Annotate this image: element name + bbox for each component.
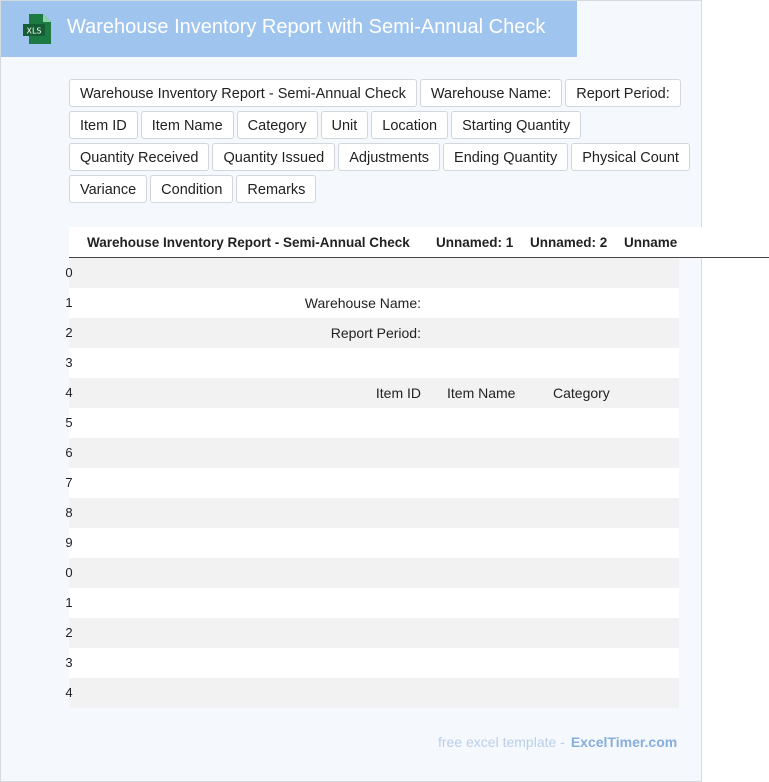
footer-text: free excel template - xyxy=(438,734,565,750)
row-index: 2 xyxy=(65,625,73,640)
row-index: 3 xyxy=(65,655,73,670)
row-index: 7 xyxy=(65,475,73,490)
table-row xyxy=(65,438,679,468)
table-row xyxy=(65,498,679,528)
sheet-header-row xyxy=(69,227,769,258)
header-banner xyxy=(1,1,577,57)
column-tag[interactable]: Starting Quantity xyxy=(451,111,581,139)
footer-brand-link[interactable]: ExcelTimer.com xyxy=(570,734,678,750)
column-tag[interactable]: Category xyxy=(237,111,318,139)
column-tag[interactable]: Condition xyxy=(150,175,233,203)
column-tag[interactable]: Ending Quantity xyxy=(443,143,568,171)
table-row xyxy=(65,678,679,708)
cell-unnamed-1: Item Name xyxy=(447,385,516,401)
table-row xyxy=(65,318,679,348)
cell-report-title: Item ID xyxy=(375,385,421,401)
column-tag[interactable]: Item ID xyxy=(69,111,138,139)
table-row xyxy=(65,588,679,618)
column-header-unnamed-3: Unname xyxy=(624,235,678,250)
column-tag[interactable]: Unit xyxy=(321,111,369,139)
excel-file-icon xyxy=(23,14,51,44)
row-index: 3 xyxy=(65,355,73,370)
table-row xyxy=(65,348,679,378)
table-row xyxy=(65,288,679,318)
column-header-report-title: Warehouse Inventory Report - Semi-Annual Check xyxy=(87,235,410,250)
column-tag[interactable]: Quantity Issued xyxy=(212,143,335,171)
row-index: 4 xyxy=(65,685,73,700)
column-tag[interactable]: Remarks xyxy=(236,175,316,203)
row-index: 9 xyxy=(65,535,73,550)
cell-report-title: Report Period: xyxy=(330,325,421,341)
column-tag[interactable]: Variance xyxy=(69,175,147,203)
column-tag[interactable]: Physical Count xyxy=(571,143,690,171)
table-row xyxy=(65,558,679,588)
table-row xyxy=(65,378,679,408)
footer-credit xyxy=(438,734,677,750)
row-index: 1 xyxy=(65,595,73,610)
table-row xyxy=(65,528,679,558)
row-index: 0 xyxy=(65,265,73,280)
table-row xyxy=(65,258,679,288)
table-row xyxy=(65,618,679,648)
table-row xyxy=(65,468,679,498)
row-index: 5 xyxy=(65,415,73,430)
column-header-unnamed-2: Unnamed: 2 xyxy=(530,235,608,250)
spreadsheet-preview xyxy=(65,227,679,707)
row-index: 4 xyxy=(65,385,73,400)
column-tag-list xyxy=(69,79,701,203)
cell-unnamed-2: Category xyxy=(553,385,610,401)
xls-icon-label: XLS xyxy=(26,26,42,36)
row-index: 0 xyxy=(65,565,73,580)
column-tag[interactable]: Item Name xyxy=(141,111,234,139)
table-row xyxy=(65,408,679,438)
column-tag[interactable]: Location xyxy=(371,111,448,139)
table-row xyxy=(65,648,679,678)
column-tag[interactable]: Warehouse Name: xyxy=(420,79,562,107)
column-tag[interactable]: Warehouse Inventory Report - Semi-Annual Check xyxy=(69,79,417,107)
row-index: 6 xyxy=(65,445,73,460)
row-index: 8 xyxy=(65,505,73,520)
page-title: Warehouse Inventory Report with Semi-Annual Check xyxy=(67,16,546,38)
row-index: 1 xyxy=(65,295,73,310)
column-tag[interactable]: Report Period: xyxy=(565,79,681,107)
column-tag[interactable]: Quantity Received xyxy=(69,143,209,171)
column-tag[interactable]: Adjustments xyxy=(338,143,440,171)
column-header-unnamed-1: Unnamed: 1 xyxy=(436,235,514,250)
row-index: 2 xyxy=(65,325,73,340)
cell-report-title: Warehouse Name: xyxy=(304,295,421,311)
